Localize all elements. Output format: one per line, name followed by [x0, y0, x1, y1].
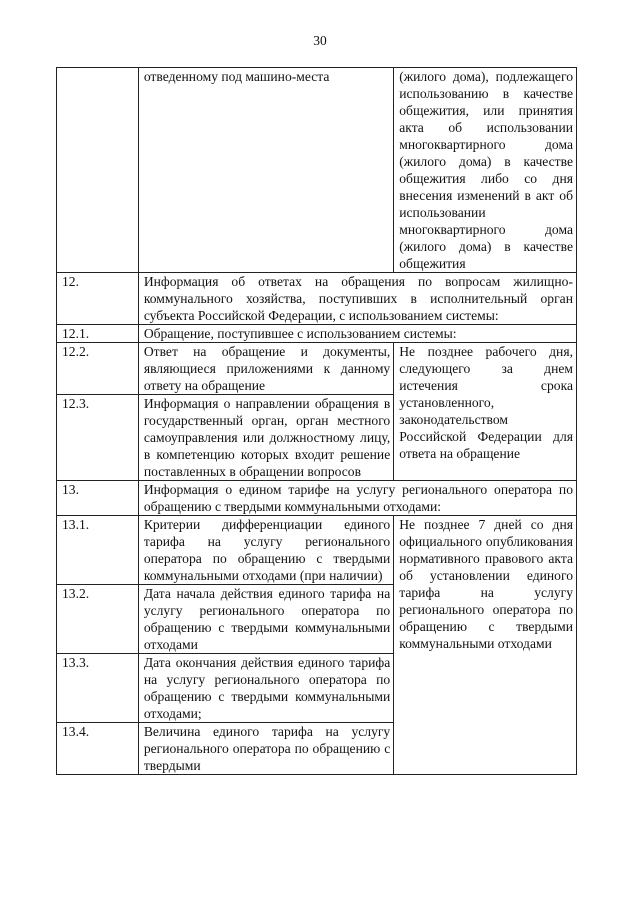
row-number: 13.3. — [57, 654, 139, 723]
table-row — [57, 481, 577, 516]
row-item-name: отведенному под машино-места — [138, 68, 393, 273]
row-item-name: Информация о направлении обращения в государственный орган, орган местного самоуправления или должностному лицу, в компетенцию которых входит решение поставленных в обращении вопросов — [138, 395, 393, 481]
row-number: 12.3. — [57, 395, 139, 481]
row-number: 12. — [57, 273, 139, 325]
row-section-title: Информация о едином тарифе на услугу регионального оператора по обращению с твердыми коммунальными отходами: — [138, 481, 576, 516]
row-number: 13.4. — [57, 723, 139, 775]
table-row — [57, 516, 577, 585]
row-number — [57, 68, 139, 273]
table-row — [57, 273, 577, 325]
row-item-name: Дата окончания действия единого тарифа на услугу регионального оператора по обращению с твердыми коммунальными отходами; — [138, 654, 393, 723]
row-deadline: Не позднее 7 дней со дня официального опубликования нормативного правового акта об установлении единого тарифа на услугу регионального оператора по обращению с твердыми коммунальными отходами — [394, 516, 577, 775]
row-deadline: (жилого дома), подлежащего использованию в качестве общежития, или принятия акта об использовании многоквартирного дома (жилого дома) в качестве общежития либо со дня внесения изменений в акт об использовании многоквартирного дома (жилого дома) в качестве общежития — [394, 68, 577, 273]
page-number: 30 — [313, 33, 327, 48]
row-number: 13. — [57, 481, 139, 516]
row-section-title: Обращение, поступившее с использованием системы: — [138, 325, 576, 343]
table-row — [57, 325, 577, 343]
table-row — [57, 343, 577, 395]
row-section-title: Информация об ответах на обращения по вопросам жилищно-коммунального хозяйства, поступивших в исполнительный орган субъекта Российской Федерации, с использованием системы: — [138, 273, 576, 325]
row-item-name: Ответ на обращение и документы, являющиеся приложениями к данному ответу на обращение — [138, 343, 393, 395]
row-number: 12.1. — [57, 325, 139, 343]
row-item-name: Критерии дифференциации единого тарифа на услугу регионального оператора по обращению с твердыми коммунальными отходами (при наличии) — [138, 516, 393, 585]
table-row — [57, 68, 577, 273]
row-item-name: Дата начала действия единого тарифа на услугу регионального оператора по обращению с твердыми коммунальными отходами — [138, 585, 393, 654]
row-number: 13.2. — [57, 585, 139, 654]
disclosure-table — [56, 67, 577, 775]
row-number: 13.1. — [57, 516, 139, 585]
row-item-name: Величина единого тарифа на услугу регионального оператора по обращению с твердыми — [138, 723, 393, 775]
row-deadline: Не позднее рабочего дня, следующего за днем истечения срока установленного, законодательством Российской Федерации для ответа на обращение — [394, 343, 577, 481]
row-number: 12.2. — [57, 343, 139, 395]
